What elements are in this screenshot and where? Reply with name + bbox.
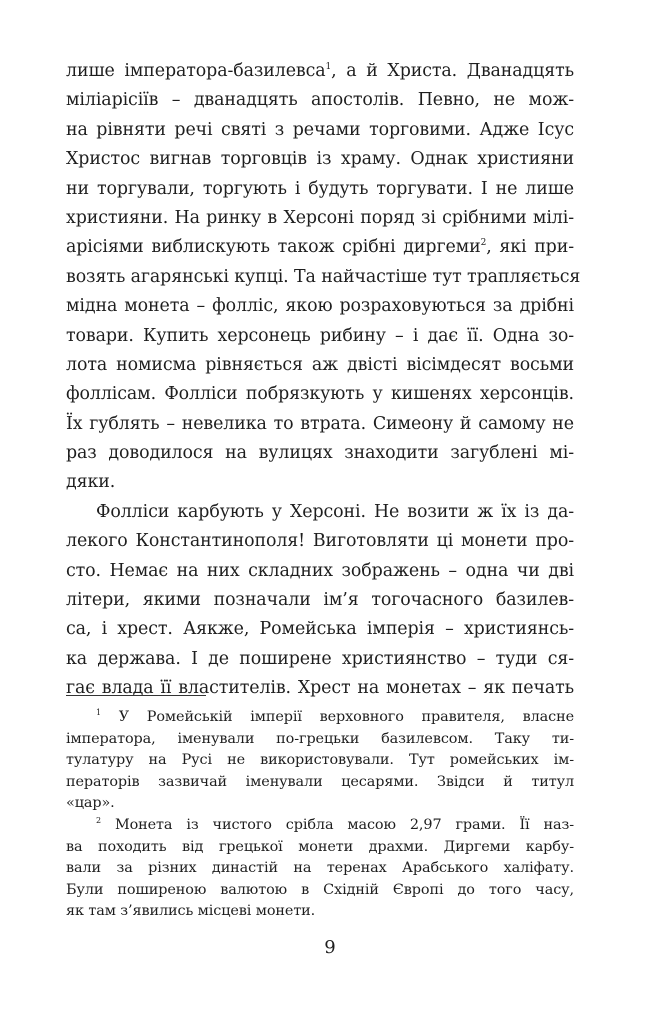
footnote-line: Були поширеною валютою в Східній Європі до того часу,	[66, 881, 574, 898]
footnote-line: $^2$ Монета із чистого срібла масою 2,97 грами. Її наз-	[96, 815, 574, 833]
footnotes	[66, 707, 574, 923]
text-line: дяки.	[66, 472, 116, 493]
footnote-line: «цар».	[66, 795, 115, 812]
text-line: лекого Константинополя! Виготовляти ці монети про-	[66, 531, 574, 552]
text-line: мідна монета – фолліс, якою розраховуються за дрібні	[66, 296, 574, 317]
text-line: міліарісіїв – дванадцять апостолів. Певно, не мож-	[66, 90, 574, 111]
footnote-divider	[66, 695, 206, 696]
footnote-line: ва походить від грецької монети драхми. Диргеми карбу-	[66, 838, 574, 855]
text-line: на рівняти речі святі з речами торговими. Адже Ісус	[66, 119, 574, 140]
footnote-line: як там з’явились місцеві монети.	[66, 903, 316, 920]
footnote-line: $^1$ У Ромейській імперії верховного правителя, власне	[96, 708, 574, 725]
text-line: літери, якими позначали ім’я тогочасного базилев-	[66, 590, 574, 611]
text-line: фоллісам. Фолліси побрязкують у кишенях херсонців.	[66, 384, 574, 405]
text-line: лише імператора-базилевса$^1$, а й Христа. Дванадцять	[66, 61, 574, 81]
text-line: товари. Купить херсонець рибину – і дає її. Одна зо-	[66, 325, 574, 346]
text-line: гає влада її властителів. Хрест на монетах – як печать	[66, 678, 574, 699]
footnote-line: вали за різних династій на теренах Арабського халіфату.	[66, 860, 574, 877]
text-line: християни. На ринку в Херсоні поряд зі срібними мілі-	[66, 207, 574, 228]
text-line: ка держава. І де поширене християнство – туди ся-	[66, 648, 574, 669]
text-line: возять агарянські купці. Та найчастіше тут трапляється	[66, 266, 581, 287]
text-line: ни торгували, торгують і будуть торгувати. І не лише	[66, 178, 574, 199]
text-line: Фолліси карбують у Херсоні. Не возити ж їх із да-	[96, 501, 574, 522]
footnote-marker-1: 1	[96, 708, 101, 717]
main-text	[66, 57, 581, 704]
page-number: 9	[324, 937, 336, 958]
text-line: са, і хрест. Аякже, Ромейська імперія – християнсь-	[66, 619, 574, 640]
text-line: Христос вигнав торговців із храму. Однак християни	[66, 149, 574, 170]
footnote-line: імператора, іменували по-грецьки базилевсом. Таку ти-	[66, 730, 574, 747]
footnote-ref-1: 1	[325, 62, 332, 72]
footnote-marker-2: 2	[96, 815, 101, 825]
footnote-ref-2: 2	[480, 238, 487, 249]
text-line: сто. Немає на них складних зображень – одна чи дві	[66, 560, 574, 581]
text-line: лота номисма рівняється аж двісті вісімдесят восьми	[66, 354, 574, 375]
footnote-line: ператорів зазвичай іменували цесарями. Звідси й титул	[66, 773, 574, 790]
text-line: Їх гублять – невелика то втрата. Симеону й самому не	[66, 413, 574, 434]
footnote-line: тулатуру на Русі не використовували. Тут ромейських ім-	[66, 752, 574, 769]
text-line: раз доводилося на вулицях знаходити загублені мі-	[66, 443, 574, 464]
text-line: арісіями виблискують також срібні диргеми$^2$, які при-	[66, 237, 574, 258]
